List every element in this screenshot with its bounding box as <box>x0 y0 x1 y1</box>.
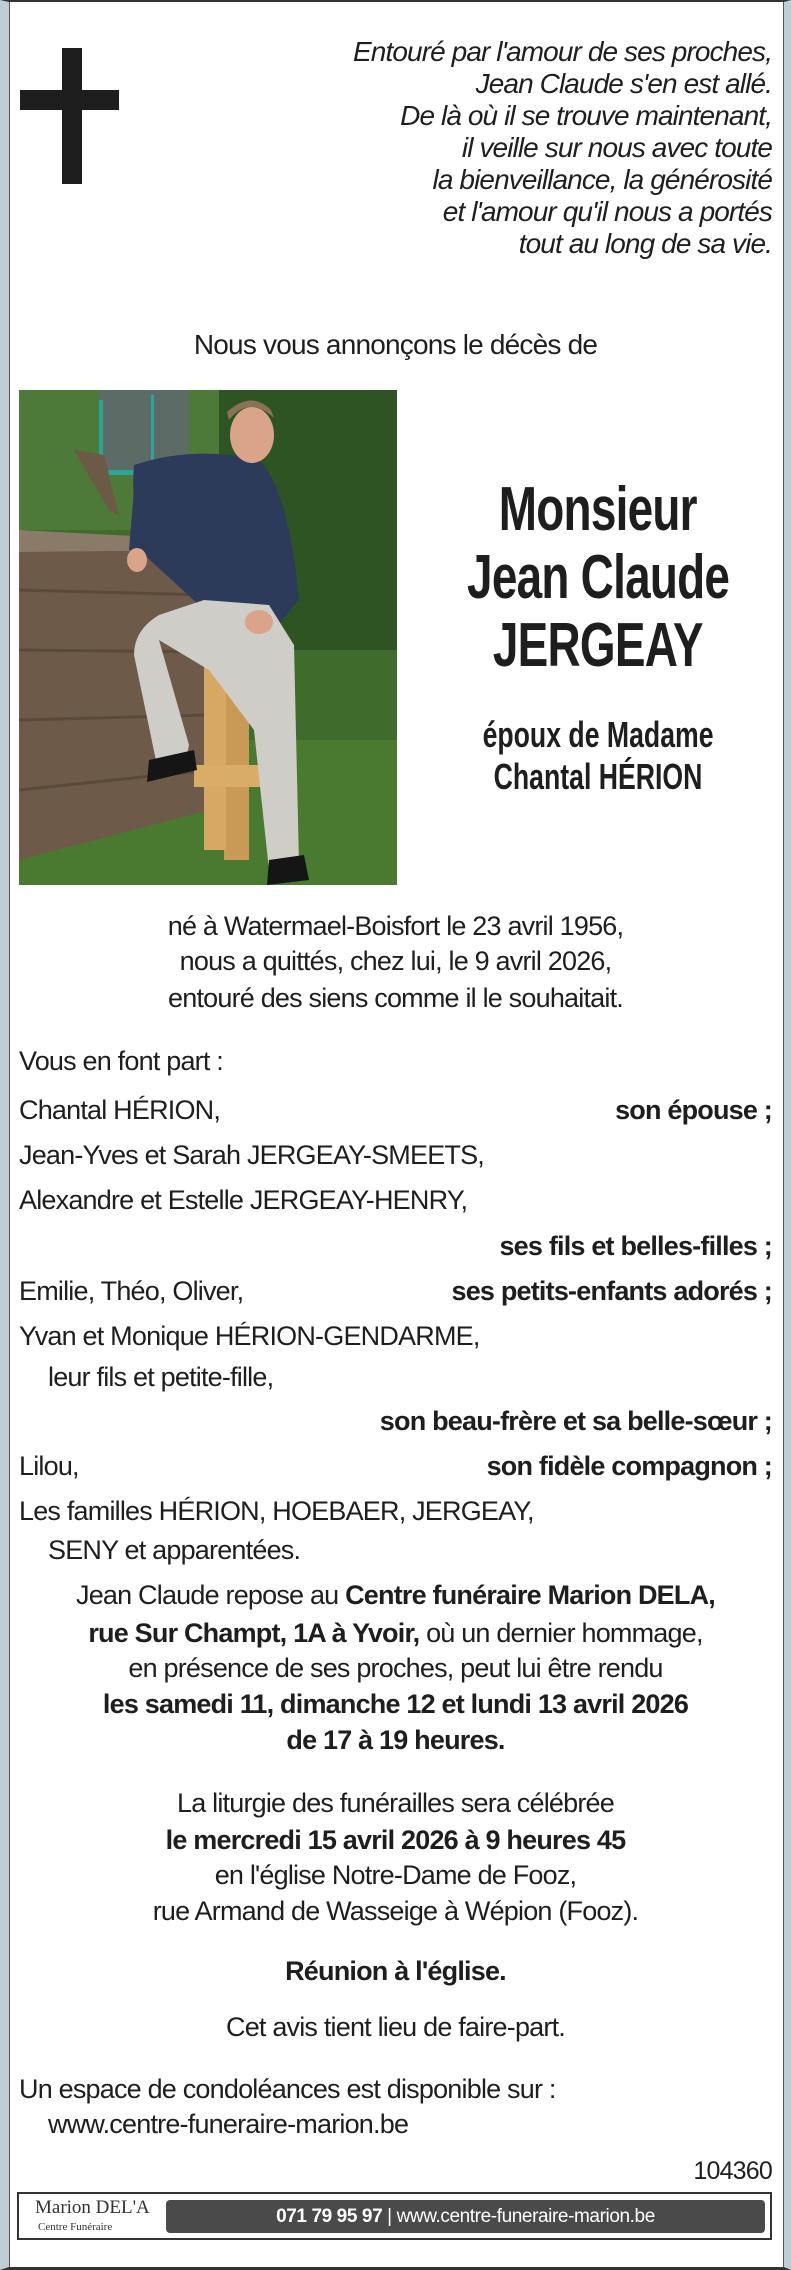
family-relation: ses petits-enfants adorés ; <box>451 1276 772 1306</box>
announcement: Nous vous annonçons le décès de <box>193 329 598 360</box>
website-link[interactable]: www.centre-funeraire-marion.be <box>396 2206 655 2227</box>
family-relation: ses fils et belles-filles ; <box>499 1231 772 1261</box>
contact-bar <box>166 2200 765 2233</box>
poem <box>353 36 772 260</box>
family-name: Lilou, <box>19 1451 79 1481</box>
visitation-line: Jean Claude repose au Centre funéraire Marion DELA, <box>76 1580 715 1610</box>
family-name: Chantal HÉRION, <box>19 1095 221 1125</box>
visitation-dates: les samedi 11, dimanche 12 et lundi 13 avril 2026 <box>102 1689 689 1719</box>
family-name: Emilie, Théo, Oliver, <box>19 1276 244 1306</box>
bio-line: nous a quittés, chez lui, le 9 avril 2026, <box>179 946 612 976</box>
visitation-hours: de 17 à 19 heures. <box>286 1725 505 1755</box>
bio-line: entouré des siens comme il le souhaitait. <box>168 983 623 1013</box>
footer-banner <box>17 2192 772 2240</box>
poem-line: tout au long de sa vie. <box>518 228 772 259</box>
bio-line: né à Watermael-Boisfort le 23 avril 1956, <box>167 911 624 941</box>
funeral-line: rue Armand de Wasseige à Wépion (Fooz). <box>152 1896 639 1926</box>
spouse-line-2: Chantal HÉRION <box>493 756 703 797</box>
family-name: Yvan et Monique HÉRION-GENDARME, <box>19 1321 480 1351</box>
family-name: Alexandre et Estelle JERGEAY-HENRY, <box>19 1185 468 1215</box>
visitation-line: rue Sur Champt, 1A à Yvoir, où un dernier hommage, <box>88 1618 703 1648</box>
poem-line: il veille sur nous avec toute <box>461 132 772 163</box>
deceased-first-name: Jean Claude <box>466 543 730 612</box>
condolences-text: Un espace de condoléances est disponible sur : <box>19 2074 556 2104</box>
family-relation: son fidèle compagnon ; <box>486 1451 772 1481</box>
poem-line: Jean Claude s'en est allé. <box>475 68 772 99</box>
notice-text: Cet avis tient lieu de faire-part. <box>226 2012 565 2042</box>
separator: | <box>387 2206 392 2227</box>
phone-number[interactable]: 071 79 95 97 <box>276 2206 383 2227</box>
family-intro: Vous en font part : <box>19 1046 223 1076</box>
family-relation: son épouse ; <box>615 1095 772 1125</box>
spouse-line-1: époux de Madame <box>482 714 714 755</box>
family-name: SENY et apparentées. <box>48 1535 301 1565</box>
poem-line: la bienveillance, la générosité <box>432 164 772 195</box>
family-name: Les familles HÉRION, HOEBAER, JERGEAY, <box>19 1496 534 1526</box>
reunion-note: Réunion à l'église. <box>285 1956 506 1986</box>
deceased-last-name: JERGEAY <box>493 611 703 680</box>
family-relation: son beau-frère et sa belle-sœur ; <box>379 1406 772 1436</box>
family-name: leur fils et petite-fille, <box>48 1362 274 1392</box>
family-name: Jean-Yves et Sarah JERGEAY-SMEETS, <box>19 1140 485 1170</box>
funeral-line: en l'église Notre-Dame de Fooz, <box>214 1860 577 1890</box>
reference-number: 104360 <box>693 2157 772 2185</box>
portrait-photo <box>19 390 397 885</box>
funeral-home-logo: Marion DEL'A Centre Funéraire <box>35 2197 150 2233</box>
poem-line: et l'amour qu'il nous a portés <box>442 196 772 227</box>
poem-line: Entouré par l'amour de ses proches, <box>353 36 772 67</box>
visitation-line: en présence de ses proches, peut lui être rendu <box>128 1653 663 1683</box>
funeral-line: La liturgie des funérailles sera célébrée <box>177 1788 614 1818</box>
deceased-title: Monsieur <box>498 475 698 544</box>
funeral-date: le mercredi 15 avril 2026 à 9 heures 45 <box>165 1825 626 1855</box>
poem-line: De là où il se trouve maintenant, <box>400 100 772 131</box>
condolences-link[interactable]: www.centre-funeraire-marion.be <box>48 2109 409 2139</box>
